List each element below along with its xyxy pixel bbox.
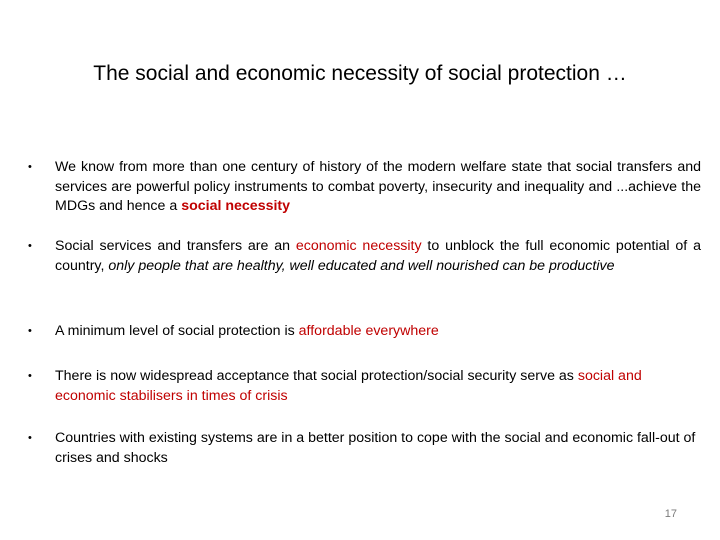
- bullet-highlight: economic necessity: [295, 238, 422, 254]
- bullet-marker: •: [28, 240, 32, 252]
- slide-title: The social and economic necessity of social protection …: [93, 62, 627, 85]
- bullet-highlight: social necessity: [181, 198, 291, 214]
- bullet-text: [55, 367, 701, 406]
- bullet-item: [28, 158, 701, 217]
- bullet-marker: •: [28, 370, 32, 382]
- bullet-text-part: A minimum level of social protection is: [55, 323, 299, 339]
- bullet-item: [28, 237, 701, 276]
- bullet-text: [55, 158, 701, 217]
- bullet-item: [28, 322, 701, 342]
- bullet-text: [55, 237, 701, 276]
- bullet-text-part: Social services and transfers are an: [55, 238, 296, 254]
- bullet-text-part: Countries with existing systems are in a better position to cope with the social and economic fall-out of crises and shocks: [55, 430, 696, 466]
- bullet-item: [28, 367, 701, 406]
- bullet-text-part: We know from more than one century of history of the modern welfare state that social transfers and services are powerful policy instruments to combat poverty, insecurity and inequality and ...achieve the MDGs and hence a: [55, 159, 701, 214]
- bullet-highlight: social and economic stabilisers in times of crisis: [55, 368, 642, 404]
- page-number: 17: [664, 508, 677, 520]
- bullet-marker: •: [28, 432, 32, 444]
- bullet-marker: •: [28, 325, 32, 337]
- bullet-text: [55, 429, 701, 468]
- bullet-text-part: There is now widespread acceptance that social protection/social security serve as: [55, 368, 578, 384]
- bullet-italic: only people that are healthy, well educated and well nourished can be productive: [108, 257, 615, 274]
- bullet-text-part: to unblock the full economic potential of a country,: [55, 238, 701, 274]
- bullet-marker: •: [28, 161, 32, 173]
- bullet-highlight: affordable everywhere: [298, 323, 439, 339]
- bullet-item: [28, 429, 701, 468]
- bullet-text: [55, 322, 701, 342]
